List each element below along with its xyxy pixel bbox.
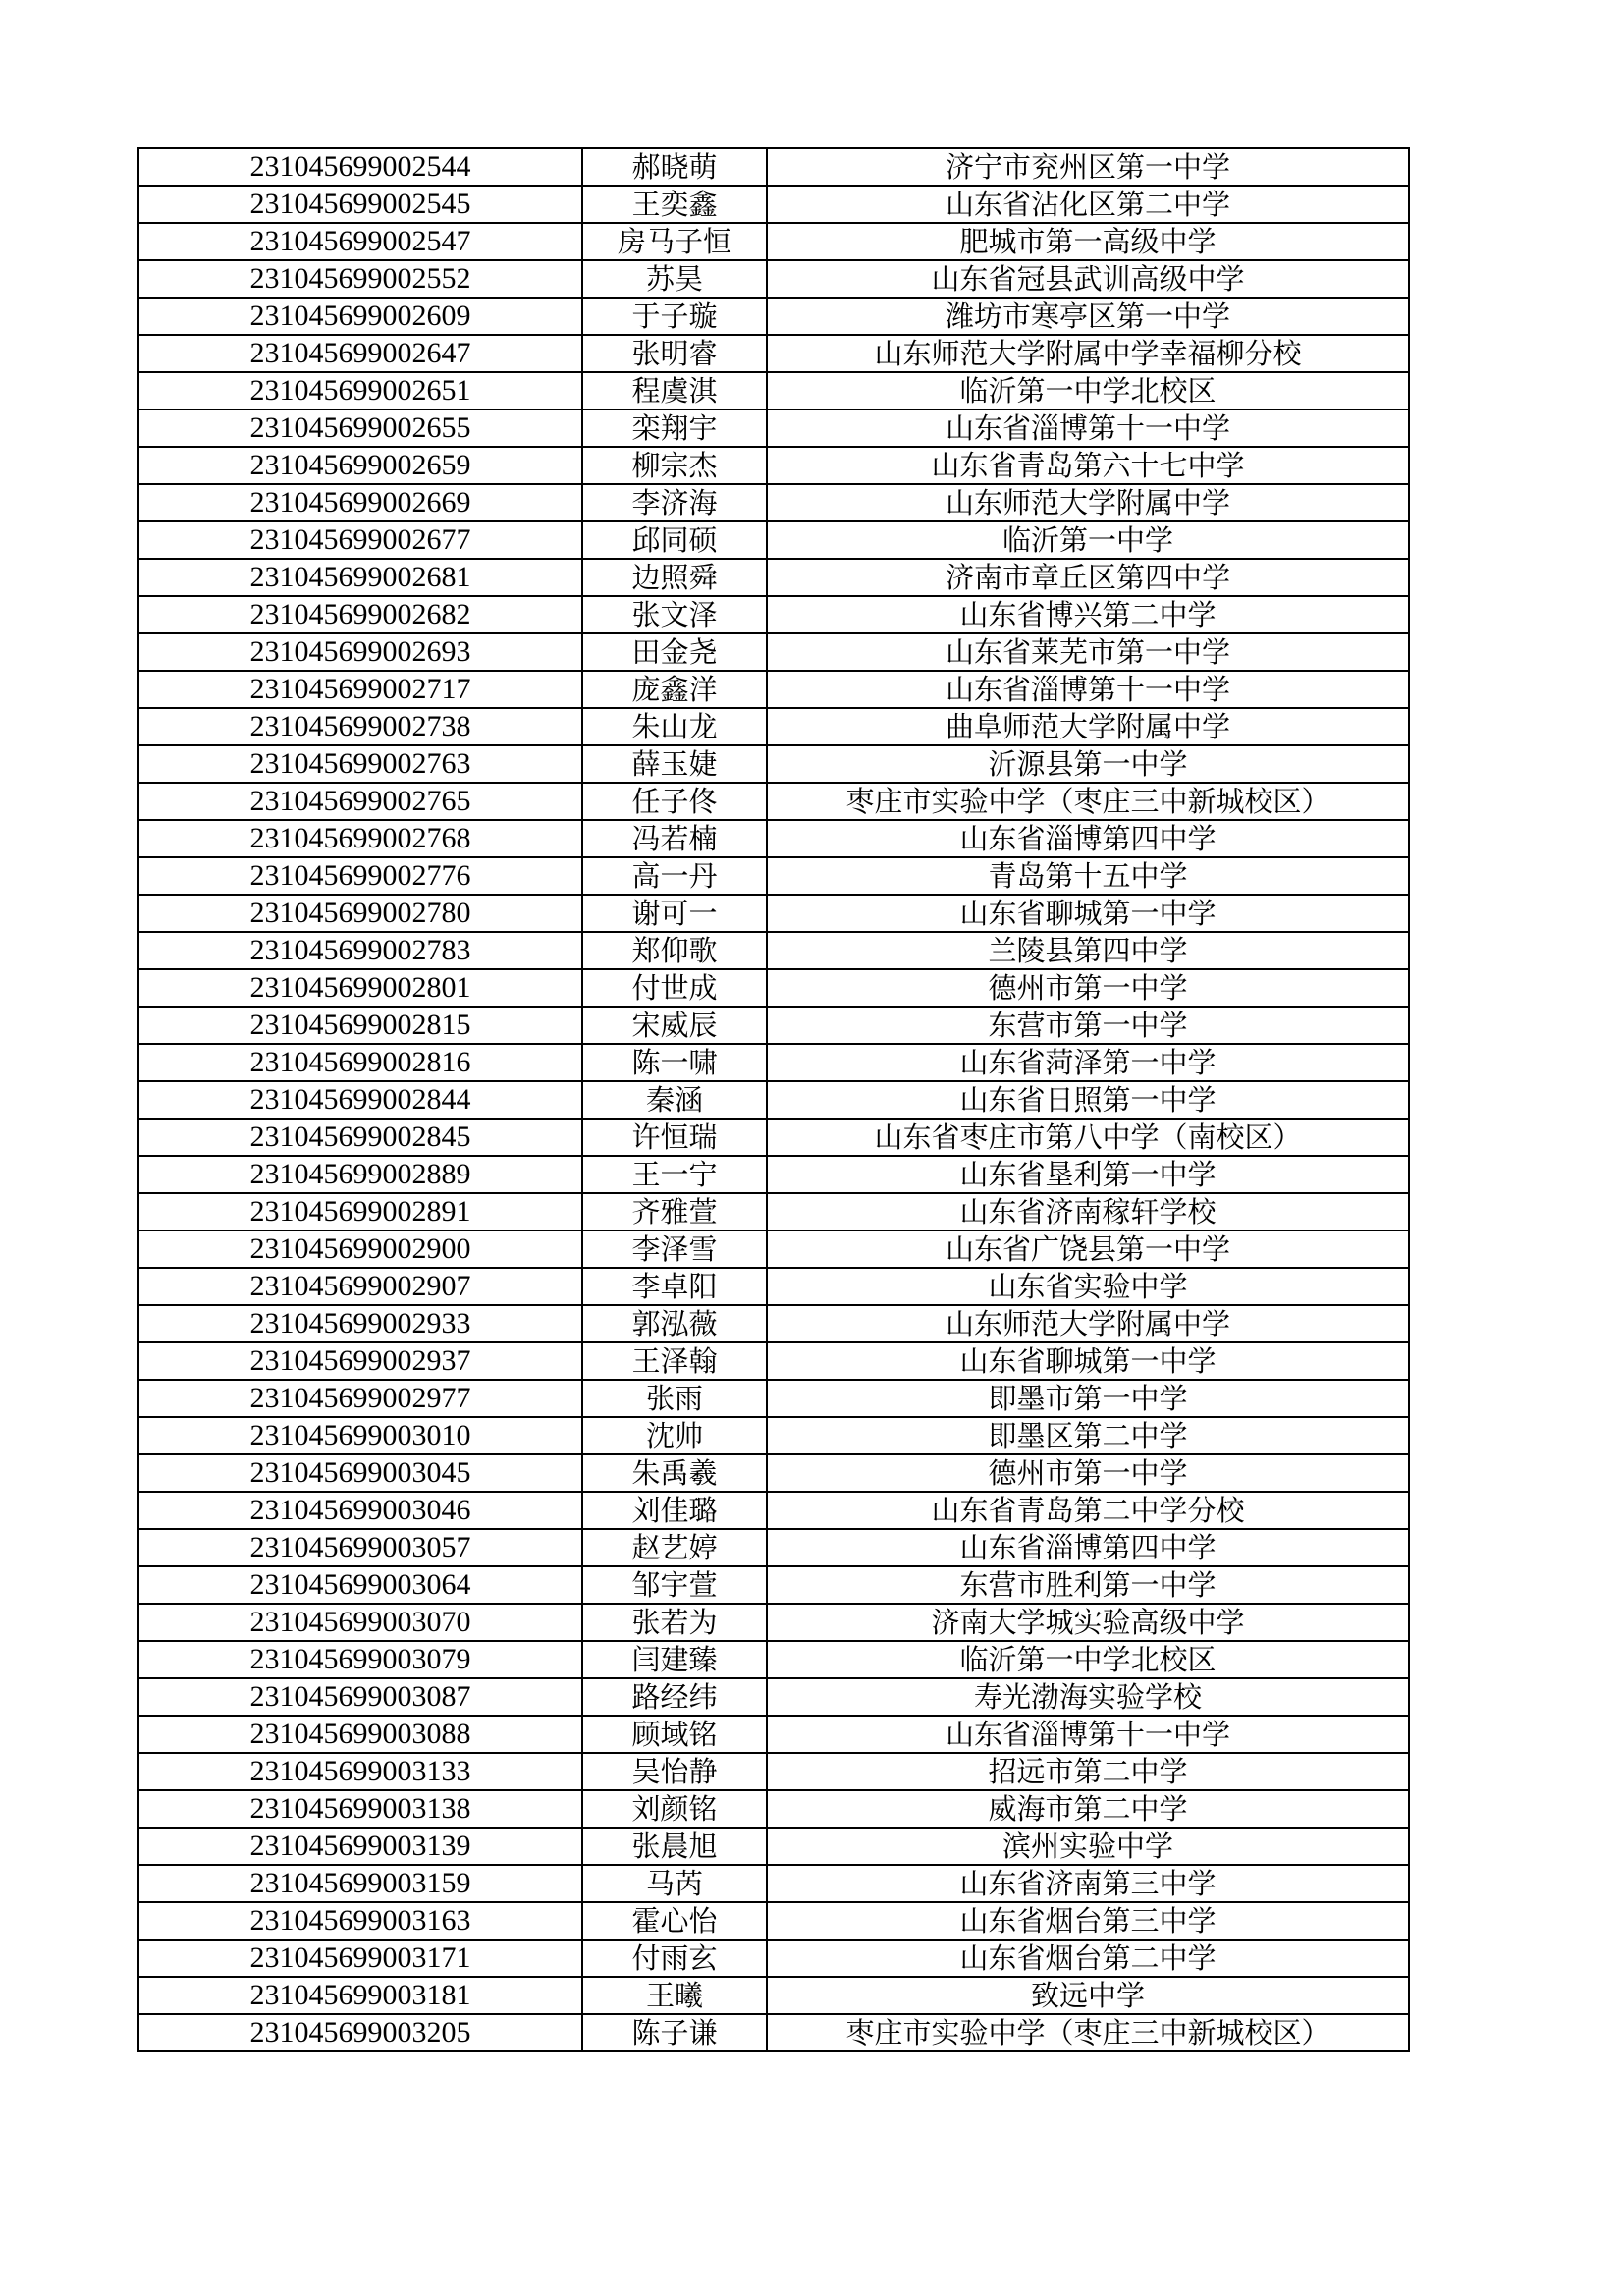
table-row (138, 1492, 1409, 1529)
school-name-cell: 山东省垦利第一中学 (767, 1156, 1409, 1193)
school-name-cell: 沂源县第一中学 (767, 745, 1409, 783)
school-name-cell: 即墨区第二中学 (767, 1417, 1409, 1454)
exam-id-cell: 231045699002681 (138, 559, 582, 596)
exam-id-cell: 231045699002693 (138, 633, 582, 671)
table-row (138, 1678, 1409, 1716)
exam-id-cell: 231045699003079 (138, 1641, 582, 1678)
table-row (138, 1081, 1409, 1119)
student-name-cell: 柳宗杰 (582, 447, 767, 484)
student-name-cell: 房马子恒 (582, 223, 767, 260)
exam-id-cell: 231045699003181 (138, 1977, 582, 2014)
student-name-cell: 李卓阳 (582, 1268, 767, 1305)
school-name-cell: 寿光渤海实验学校 (767, 1678, 1409, 1716)
student-name-cell: 程虞淇 (582, 372, 767, 410)
table-row (138, 186, 1409, 223)
table-row (138, 223, 1409, 260)
school-name-cell: 德州市第一中学 (767, 1454, 1409, 1492)
table-row (138, 633, 1409, 671)
table-row (138, 1380, 1409, 1417)
exam-id-cell: 231045699002765 (138, 783, 582, 820)
exam-id-cell: 231045699003064 (138, 1566, 582, 1604)
student-name-cell: 秦涵 (582, 1081, 767, 1119)
student-name-cell: 郝晓萌 (582, 148, 767, 186)
exam-id-cell: 231045699002763 (138, 745, 582, 783)
student-name-cell: 张明睿 (582, 335, 767, 372)
student-name-cell: 边照舜 (582, 559, 767, 596)
table-row (138, 1902, 1409, 1940)
table-row (138, 1641, 1409, 1678)
student-name-cell: 付雨玄 (582, 1940, 767, 1977)
table-row (138, 857, 1409, 895)
table-row (138, 745, 1409, 783)
table-row (138, 559, 1409, 596)
school-name-cell: 山东师范大学附属中学 (767, 484, 1409, 521)
school-name-cell: 山东省淄博第十一中学 (767, 410, 1409, 447)
school-name-cell: 山东省冠县武训高级中学 (767, 260, 1409, 298)
student-name-cell: 刘颜铭 (582, 1790, 767, 1828)
student-table-body (138, 148, 1409, 2051)
exam-id-cell: 231045699002647 (138, 335, 582, 372)
school-name-cell: 枣庄市实验中学（枣庄三中新城校区） (767, 783, 1409, 820)
exam-id-cell: 231045699002780 (138, 895, 582, 932)
student-name-cell: 谢可一 (582, 895, 767, 932)
school-name-cell: 山东省广饶县第一中学 (767, 1230, 1409, 1268)
exam-id-cell: 231045699002776 (138, 857, 582, 895)
student-name-cell: 郑仰歌 (582, 932, 767, 969)
table-row (138, 671, 1409, 708)
exam-id-cell: 231045699002659 (138, 447, 582, 484)
exam-id-cell: 231045699002845 (138, 1119, 582, 1156)
table-row (138, 335, 1409, 372)
table-row (138, 148, 1409, 186)
table-row (138, 1977, 1409, 2014)
table-row (138, 298, 1409, 335)
exam-id-cell: 231045699002815 (138, 1007, 582, 1044)
school-name-cell: 山东省青岛第二中学分校 (767, 1492, 1409, 1529)
table-row (138, 708, 1409, 745)
table-row (138, 410, 1409, 447)
student-name-cell: 齐雅萱 (582, 1193, 767, 1230)
school-name-cell: 山东省菏泽第一中学 (767, 1044, 1409, 1081)
exam-id-cell: 231045699002669 (138, 484, 582, 521)
exam-id-cell: 231045699003163 (138, 1902, 582, 1940)
student-name-cell: 沈帅 (582, 1417, 767, 1454)
table-row (138, 1193, 1409, 1230)
student-name-cell: 王奕鑫 (582, 186, 767, 223)
school-name-cell: 济南市章丘区第四中学 (767, 559, 1409, 596)
table-row (138, 2014, 1409, 2051)
school-name-cell: 山东省沾化区第二中学 (767, 186, 1409, 223)
school-name-cell: 山东省青岛第六十七中学 (767, 447, 1409, 484)
table-row (138, 1007, 1409, 1044)
exam-id-cell: 231045699002768 (138, 820, 582, 857)
exam-id-cell: 231045699003138 (138, 1790, 582, 1828)
student-name-cell: 朱禹羲 (582, 1454, 767, 1492)
student-name-cell: 苏昊 (582, 260, 767, 298)
school-name-cell: 济南大学城实验高级中学 (767, 1604, 1409, 1641)
school-name-cell: 山东省淄博第四中学 (767, 1529, 1409, 1566)
table-row (138, 969, 1409, 1007)
student-name-cell: 许恒瑞 (582, 1119, 767, 1156)
student-name-cell: 张文泽 (582, 596, 767, 633)
school-name-cell: 山东省聊城第一中学 (767, 895, 1409, 932)
exam-id-cell: 231045699003159 (138, 1865, 582, 1902)
student-name-cell: 王一宁 (582, 1156, 767, 1193)
exam-id-cell: 231045699002677 (138, 521, 582, 559)
table-row (138, 820, 1409, 857)
student-name-cell: 王泽翰 (582, 1342, 767, 1380)
exam-id-cell: 231045699002783 (138, 932, 582, 969)
school-name-cell: 山东省莱芜市第一中学 (767, 633, 1409, 671)
student-name-cell: 冯若楠 (582, 820, 767, 857)
table-row (138, 372, 1409, 410)
student-name-cell: 付世成 (582, 969, 767, 1007)
student-name-cell: 顾域铭 (582, 1716, 767, 1753)
school-name-cell: 潍坊市寒亭区第一中学 (767, 298, 1409, 335)
exam-id-cell: 231045699002609 (138, 298, 582, 335)
student-name-cell: 李济海 (582, 484, 767, 521)
table-row (138, 447, 1409, 484)
table-row (138, 932, 1409, 969)
exam-id-cell: 231045699003070 (138, 1604, 582, 1641)
exam-id-cell: 231045699002907 (138, 1268, 582, 1305)
exam-id-cell: 231045699002889 (138, 1156, 582, 1193)
table-row (138, 1417, 1409, 1454)
table-row (138, 1865, 1409, 1902)
table-row (138, 1342, 1409, 1380)
school-name-cell: 东营市第一中学 (767, 1007, 1409, 1044)
student-name-cell: 宋威辰 (582, 1007, 767, 1044)
table-row (138, 1753, 1409, 1790)
table-row (138, 1828, 1409, 1865)
student-name-cell: 陈一啸 (582, 1044, 767, 1081)
exam-id-cell: 231045699002933 (138, 1305, 582, 1342)
exam-id-cell: 231045699003205 (138, 2014, 582, 2051)
student-name-cell: 郭泓薇 (582, 1305, 767, 1342)
school-name-cell: 兰陵县第四中学 (767, 932, 1409, 969)
school-name-cell: 山东省实验中学 (767, 1268, 1409, 1305)
exam-id-cell: 231045699003133 (138, 1753, 582, 1790)
student-name-cell: 庞鑫洋 (582, 671, 767, 708)
table-row (138, 484, 1409, 521)
school-name-cell: 临沂第一中学北校区 (767, 372, 1409, 410)
student-name-cell: 任子佟 (582, 783, 767, 820)
student-name-cell: 路经纬 (582, 1678, 767, 1716)
school-name-cell: 山东省博兴第二中学 (767, 596, 1409, 633)
exam-id-cell: 231045699002655 (138, 410, 582, 447)
student-name-cell: 邱同硕 (582, 521, 767, 559)
school-name-cell: 即墨市第一中学 (767, 1380, 1409, 1417)
exam-id-cell: 231045699002717 (138, 671, 582, 708)
exam-id-cell: 231045699002900 (138, 1230, 582, 1268)
exam-id-cell: 231045699003057 (138, 1529, 582, 1566)
student-table (137, 147, 1410, 2052)
table-row (138, 1566, 1409, 1604)
table-row (138, 1716, 1409, 1753)
table-row (138, 1940, 1409, 1977)
school-name-cell: 德州市第一中学 (767, 969, 1409, 1007)
student-name-cell: 于子璇 (582, 298, 767, 335)
school-name-cell: 滨州实验中学 (767, 1828, 1409, 1865)
school-name-cell: 肥城市第一高级中学 (767, 223, 1409, 260)
table-row (138, 1044, 1409, 1081)
exam-id-cell: 231045699003087 (138, 1678, 582, 1716)
table-row (138, 1156, 1409, 1193)
student-name-cell: 张晨旭 (582, 1828, 767, 1865)
student-name-cell: 薛玉婕 (582, 745, 767, 783)
table-row (138, 1604, 1409, 1641)
student-name-cell: 霍心怡 (582, 1902, 767, 1940)
student-name-cell: 李泽雪 (582, 1230, 767, 1268)
student-name-cell: 张雨 (582, 1380, 767, 1417)
student-name-cell: 邹宇萱 (582, 1566, 767, 1604)
school-name-cell: 致远中学 (767, 1977, 1409, 2014)
school-name-cell: 威海市第二中学 (767, 1790, 1409, 1828)
table-row (138, 1305, 1409, 1342)
school-name-cell: 山东师范大学附属中学幸福柳分校 (767, 335, 1409, 372)
school-name-cell: 山东省淄博第十一中学 (767, 671, 1409, 708)
table-row (138, 783, 1409, 820)
exam-id-cell: 231045699002801 (138, 969, 582, 1007)
exam-id-cell: 231045699002977 (138, 1380, 582, 1417)
student-name-cell: 刘佳璐 (582, 1492, 767, 1529)
exam-id-cell: 231045699002937 (138, 1342, 582, 1380)
exam-id-cell: 231045699002552 (138, 260, 582, 298)
exam-id-cell: 231045699003171 (138, 1940, 582, 1977)
school-name-cell: 山东省枣庄市第八中学（南校区） (767, 1119, 1409, 1156)
school-name-cell: 临沂第一中学 (767, 521, 1409, 559)
exam-id-cell: 231045699003088 (138, 1716, 582, 1753)
table-row (138, 1230, 1409, 1268)
school-name-cell: 青岛第十五中学 (767, 857, 1409, 895)
student-name-cell: 田金尧 (582, 633, 767, 671)
student-name-cell: 赵艺婷 (582, 1529, 767, 1566)
student-name-cell: 闫建臻 (582, 1641, 767, 1678)
table-row (138, 596, 1409, 633)
school-name-cell: 山东省日照第一中学 (767, 1081, 1409, 1119)
table-row (138, 1454, 1409, 1492)
exam-id-cell: 231045699003010 (138, 1417, 582, 1454)
exam-id-cell: 231045699003139 (138, 1828, 582, 1865)
exam-id-cell: 231045699002816 (138, 1044, 582, 1081)
table-row (138, 895, 1409, 932)
exam-id-cell: 231045699002547 (138, 223, 582, 260)
school-name-cell: 东营市胜利第一中学 (767, 1566, 1409, 1604)
school-name-cell: 山东省烟台第三中学 (767, 1902, 1409, 1940)
school-name-cell: 山东省济南稼轩学校 (767, 1193, 1409, 1230)
school-name-cell: 山东省淄博第四中学 (767, 820, 1409, 857)
student-name-cell: 马芮 (582, 1865, 767, 1902)
table-row (138, 1268, 1409, 1305)
student-name-cell: 朱山龙 (582, 708, 767, 745)
exam-id-cell: 231045699002844 (138, 1081, 582, 1119)
school-name-cell: 曲阜师范大学附属中学 (767, 708, 1409, 745)
table-row (138, 521, 1409, 559)
student-name-cell: 王曦 (582, 1977, 767, 2014)
school-name-cell: 济宁市兖州区第一中学 (767, 148, 1409, 186)
exam-id-cell: 231045699002891 (138, 1193, 582, 1230)
exam-id-cell: 231045699002682 (138, 596, 582, 633)
exam-id-cell: 231045699003046 (138, 1492, 582, 1529)
table-row (138, 1529, 1409, 1566)
school-name-cell: 临沂第一中学北校区 (767, 1641, 1409, 1678)
student-name-cell: 吴怡静 (582, 1753, 767, 1790)
school-name-cell: 枣庄市实验中学（枣庄三中新城校区） (767, 2014, 1409, 2051)
school-name-cell: 山东省聊城第一中学 (767, 1342, 1409, 1380)
school-name-cell: 山东省淄博第十一中学 (767, 1716, 1409, 1753)
table-row (138, 260, 1409, 298)
school-name-cell: 山东师范大学附属中学 (767, 1305, 1409, 1342)
student-name-cell: 栾翔宇 (582, 410, 767, 447)
student-name-cell: 高一丹 (582, 857, 767, 895)
table-row (138, 1790, 1409, 1828)
table-row (138, 1119, 1409, 1156)
school-name-cell: 山东省济南第三中学 (767, 1865, 1409, 1902)
school-name-cell: 招远市第二中学 (767, 1753, 1409, 1790)
exam-id-cell: 231045699002545 (138, 186, 582, 223)
student-name-cell: 陈子谦 (582, 2014, 767, 2051)
exam-id-cell: 231045699003045 (138, 1454, 582, 1492)
exam-id-cell: 231045699002651 (138, 372, 582, 410)
exam-id-cell: 231045699002544 (138, 148, 582, 186)
school-name-cell: 山东省烟台第二中学 (767, 1940, 1409, 1977)
student-name-cell: 张若为 (582, 1604, 767, 1641)
exam-id-cell: 231045699002738 (138, 708, 582, 745)
